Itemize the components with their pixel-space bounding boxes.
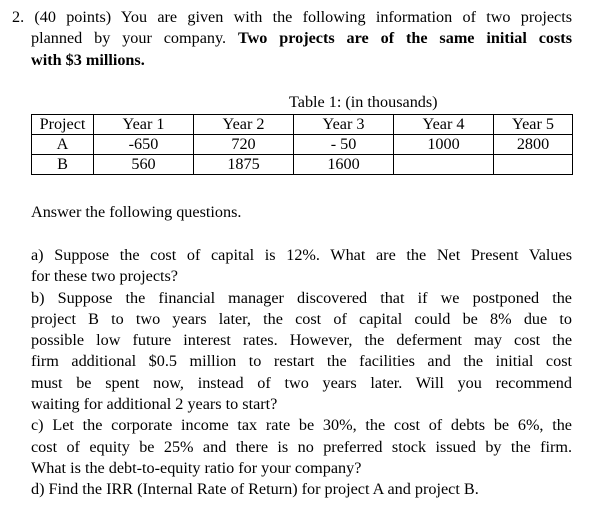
table-row-b	[32, 155, 573, 175]
part-b-line-4: firm additional $0.5 million to restart the facilities and the initial cost	[31, 352, 572, 371]
part-d-line-1: d) Find the IRR (Internal Rate of Return) for project A and project B.	[31, 480, 479, 499]
cell: - 50	[294, 135, 394, 155]
cash-flow-table	[31, 114, 573, 175]
intro-text-3-bold: with $3 millions.	[31, 50, 145, 69]
table-caption: Table 1: (in thousands)	[289, 93, 438, 111]
part-b-line-3: possible low future interest rates. However, the deferment may cost the	[31, 331, 572, 350]
intro-text-2-bold: Two projects are of the same initial costs	[237, 29, 573, 48]
answer-prompt: Answer the following questions.	[31, 203, 242, 221]
intro-text-2-plain: planned by your company.	[31, 29, 238, 48]
part-c-line-3: What is the debt-to-equity ratio for your company?	[31, 458, 362, 477]
question-intro	[12, 7, 572, 71]
part-b-line-2: project B to two years later, the cost of capital could be 8% due to	[31, 309, 572, 328]
header-year-1: Year 1	[94, 115, 194, 135]
header-year-2: Year 2	[194, 115, 294, 135]
header-year-4: Year 4	[394, 115, 494, 135]
header-project: Project	[32, 115, 94, 135]
cell: 560	[94, 155, 194, 175]
cell: 2800	[494, 135, 573, 155]
intro-line-1	[12, 7, 572, 28]
part-c-line-2: cost of equity be 25% and there is no preferred stock issued by the firm.	[31, 437, 572, 456]
part-b-line-5: must be spent now, instead of two years later. Will you recommend	[31, 373, 572, 392]
cell: 1600	[294, 155, 394, 175]
part-c-line-1: c) Let the corporate income tax rate be 30%, the cost of debts be 6%, the	[31, 416, 572, 435]
intro-line-3	[12, 50, 572, 71]
header-year-3: Year 3	[294, 115, 394, 135]
header-year-5: Year 5	[494, 115, 573, 135]
intro-text-1: 2. (40 points) You are given with the following information of two projects	[12, 8, 572, 26]
cell: -650	[94, 135, 194, 155]
cell: A	[32, 135, 94, 155]
part-b-line-1: b) Suppose the financial manager discovered that if we postponed the	[31, 288, 572, 307]
table-header-row	[32, 115, 573, 135]
cell	[494, 155, 573, 175]
cell	[394, 155, 494, 175]
part-b-line-6: waiting for additional 2 years to start?	[31, 395, 278, 414]
cell: 1000	[394, 135, 494, 155]
intro-line-2	[12, 28, 572, 49]
table-row-a	[32, 135, 573, 155]
part-a-line-1: a) Suppose the cost of capital is 12%. What are the Net Present Values	[31, 246, 572, 264]
cell: 720	[194, 135, 294, 155]
part-a-line-2: for these two projects?	[31, 267, 178, 286]
question-parts	[31, 245, 572, 501]
cell: 1875	[194, 155, 294, 175]
cell: B	[32, 155, 94, 175]
